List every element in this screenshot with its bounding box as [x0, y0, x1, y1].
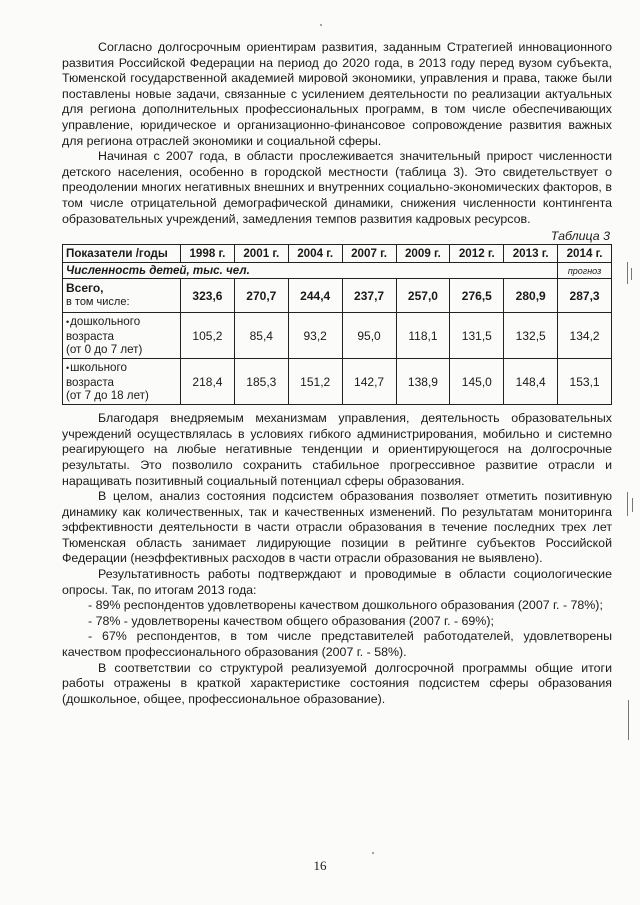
- table-section-row: [63, 263, 612, 279]
- survey-bullet: - 89% респондентов удовлетворены качеством дошкольного образования (2007 г. - 78%);: [88, 598, 603, 613]
- paragraph-surveys: Результативность работы подтверждают и проводимые в области социологические опросы. Так, по итогам 2013 года:: [62, 567, 612, 597]
- table-row-label: [63, 279, 181, 313]
- table-cell: 118,1: [396, 313, 450, 359]
- children-population-table: [62, 244, 612, 405]
- table-cell: 323,6: [181, 279, 235, 313]
- row-label-line: (от 7 до 18 лет): [66, 388, 149, 402]
- table-header-row: [63, 245, 612, 263]
- table-cell: 153,1: [558, 359, 612, 405]
- table-caption: Таблица 3: [550, 229, 610, 244]
- forecast-label: прогноз: [558, 263, 612, 279]
- table-header-year: 2007 г.: [342, 245, 396, 263]
- table-row-preschool: [63, 313, 612, 359]
- paragraph-final: В соответствии со структурой реализуемой долгосрочной программы общие итоги работы отражены в краткой характеристике состояния подсистем сферы образования (дошкольное, общее, профессиональное образование).: [62, 660, 612, 706]
- total-sublabel: в том числе:: [66, 295, 130, 308]
- bullet-icon: •: [66, 317, 70, 328]
- scan-dot: [320, 24, 322, 26]
- paragraph-analysis: В целом, анализ состояния подсистем образования позволяет отметить позитивную динамику как количественных, так и качественных изменений. По результатам мониторинга эффективности деятельности в части отрасли образования в течение последних трех лет Тюменская область занимает лидирующие позиции в рейтинге субъектов Российской Федерации (неэффективных расходов в части отрасли образования не выявлено).: [62, 489, 612, 566]
- document-page: [62, 40, 612, 707]
- table-header-year: 2004 г.: [288, 245, 342, 263]
- scan-edge-mark: [628, 700, 629, 740]
- table-cell: 105,2: [181, 313, 235, 359]
- scan-dot: [372, 852, 374, 854]
- table-header-year: 1998 г.: [181, 245, 235, 263]
- paragraph-strategy: Согласно долгосрочным ориентирам развития, заданным Стратегией инновационного развития Российской Федерации на период до 2020 года, в 2013 году перед вузом субъекта, Тюменской государственной академией мировой экономики, управления и права, также были поставлены новые задачи, связанные с усилением деятельности по реализации актуальных для региона дополнительных профессиональных программ, в том числе обеспечивающих управление, юридическое и организационно-финансовое сопровождение развития важных для региона отраслей экономики и социальной сферы.: [62, 40, 612, 148]
- table-cell: 148,4: [504, 359, 558, 405]
- row-label-line: (от 0 до 7 лет): [66, 342, 143, 356]
- table-cell: 237,7: [342, 279, 396, 313]
- table-cell: 151,2: [288, 359, 342, 405]
- survey-bullet: - 67% респондентов, в том числе представителей работодателей, удовлетворены качеством профессионального образования (2007 г. - 58%).: [62, 629, 612, 660]
- table-header-year: 2001 г.: [234, 245, 288, 263]
- table-header-indicator: Показатели /годы: [63, 245, 181, 263]
- table-cell: 85,4: [234, 313, 288, 359]
- table-row-school: [63, 359, 612, 405]
- scan-edge-mark: [627, 492, 628, 516]
- table-cell: 270,7: [234, 279, 288, 313]
- table-header-year: 2013 г.: [504, 245, 558, 263]
- table-cell: 95,0: [342, 313, 396, 359]
- table-cell: 142,7: [342, 359, 396, 405]
- scan-edge-mark: [631, 268, 632, 280]
- table-section-title: Численность детей, тыс. чел.: [63, 263, 558, 279]
- scan-edge-mark: [627, 262, 628, 284]
- row-label-line: возраста: [66, 329, 114, 343]
- total-label: Всего,: [66, 281, 104, 296]
- scan-edge-mark: [632, 498, 633, 512]
- table-cell: 134,2: [558, 313, 612, 359]
- bullet-icon: •: [66, 363, 70, 374]
- table-cell: 244,4: [288, 279, 342, 313]
- table-cell: 93,2: [288, 313, 342, 359]
- table-cell: 132,5: [504, 313, 558, 359]
- row-label-line: школьного: [70, 361, 127, 375]
- table-cell: 276,5: [450, 279, 504, 313]
- survey-bullet: - 78% - удовлетворены качеством общего образования (2007 г. - 69%);: [88, 613, 494, 628]
- table-cell: 287,3: [558, 279, 612, 313]
- table-header-year: 2014 г.: [558, 245, 612, 263]
- table-row-label: [63, 359, 181, 405]
- table-row-total: [63, 279, 612, 313]
- table-cell: 280,9: [504, 279, 558, 313]
- table-cell: 138,9: [396, 359, 450, 405]
- table-header-year: 2012 г.: [450, 245, 504, 263]
- table-header-year: 2009 г.: [396, 245, 450, 263]
- row-label-line: дошкольного: [70, 315, 141, 329]
- table-cell: 145,0: [450, 359, 504, 405]
- row-label-line: возраста: [66, 375, 114, 389]
- table-cell: 257,0: [396, 279, 450, 313]
- table-row-label: [63, 313, 181, 359]
- page-number: 16: [313, 858, 327, 873]
- paragraph-management: Благодаря внедряемым механизмам управления, деятельность образовательных учреждений осуществлялась в условиях гибкого администрирования, мобильно и системно реагирующего на любые негативные тенденции и ориентирующегося на долгосрочные результаты. Это позволило сохранить стабильное прогрессивное развитие отрасли и наращивать позитивный социальный потенциал сферы образования.: [62, 411, 612, 488]
- table-cell: 218,4: [181, 359, 235, 405]
- table-cell: 131,5: [450, 313, 504, 359]
- paragraph-child-population: Начиная с 2007 года, в области прослеживается значительный прирост численности детского населения, особенно в городской местности (таблица 3). Это свидетельствует о преодолении многих негативных внешних и внутренних социально-экономических факторов, в том числе отрицательной демографической динамики, снижения численности контингента образовательных учреждений, замедления темпов развития кадровых ресурсов.: [62, 149, 612, 226]
- table-cell: 185,3: [234, 359, 288, 405]
